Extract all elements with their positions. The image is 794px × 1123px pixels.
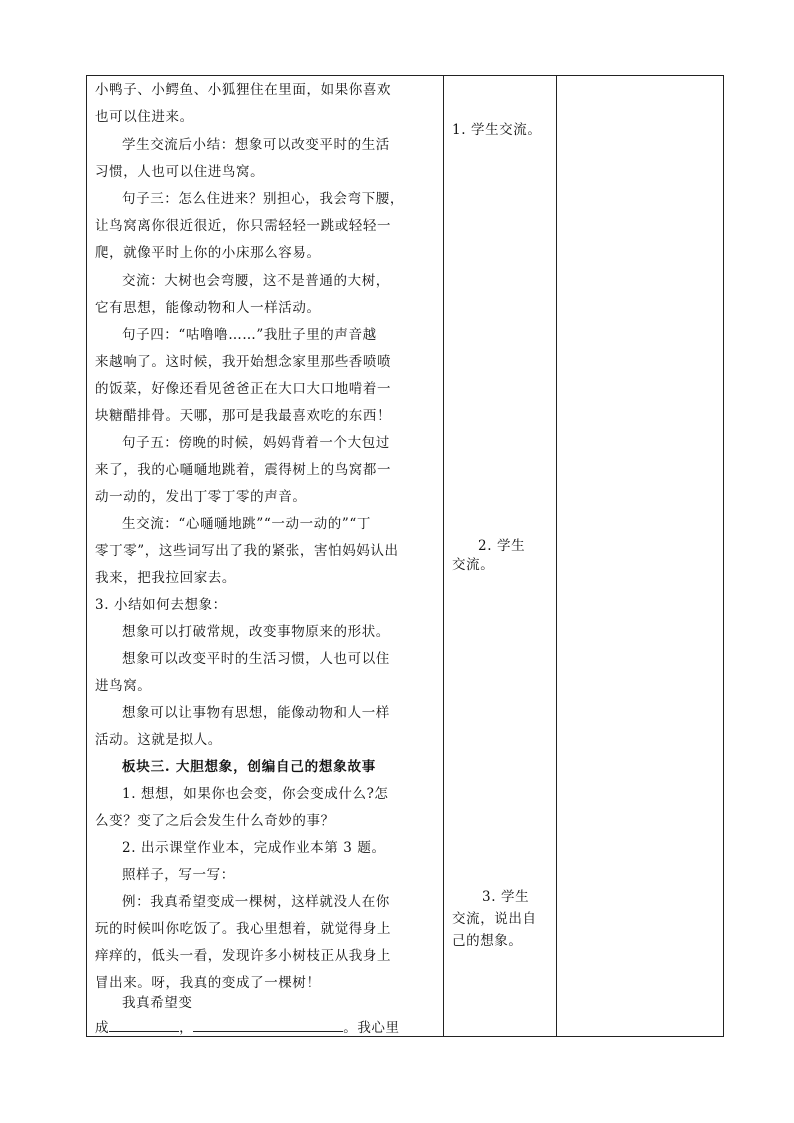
text-line: 动一动的，发出丁零丁零的声音。 [95,489,307,505]
lesson-table [86,75,724,1037]
text-line: 么变？变了之后会发生什么奇妙的事？ [95,813,335,829]
text-line: 也可以住进来。 [95,109,194,125]
text-line: 照样子，写一写： [122,867,235,883]
text-line: 想象可以改变平时的生活习惯，人也可以住 [122,651,390,667]
student-activity-column [444,76,556,1036]
section-heading: 板块三. 大胆想象，创编自己的想象故事 [122,759,377,775]
fill-prefix: 成 [95,1020,110,1036]
fill-comma: ， [179,1020,194,1036]
text-line: 1. 想想，如果你也会变，你会变成什么?怎 [122,786,389,802]
fill-in-line [95,1018,439,1036]
text-line: 我真希望变 [122,995,193,1011]
student-item-1: 1. 学生交流。 [452,122,542,138]
text-line: 冒出来。呀，我真的变成了一棵树！ [95,975,321,991]
text-line: 习惯，人也可以住进鸟窝。 [95,164,265,180]
text-line: 想象可以让事物有思想，能像动物和人一样 [122,705,390,721]
student-item-3: 3. 学生 [482,889,530,905]
text-line: 例：我真希望变成一棵树，这样就没人在你 [122,894,390,910]
text-line: 的饭菜，好像还看见爸爸正在大口大口地啃着一 [95,381,392,397]
text-line: 零丁零”，这些词写出了我的紧张，害怕妈妈认出 [95,543,399,559]
text-line: 痒痒的，低头一看，发现许多小树枝正从我身上 [95,948,392,964]
text-line: 它有思想，能像动物和人一样活动。 [95,300,321,316]
text-line: 块糖醋排骨。天哪，那可是我最喜欢吃的东西！ [95,408,392,424]
student-item-2: 2. 学生 [478,538,526,554]
text-line: 进鸟窝。 [95,678,152,694]
student-item-2-cont: 交流。 [452,557,495,573]
text-line: 生交流：“心嗵嗵地跳”“一动一动的”“丁 [122,516,372,532]
text-line: 玩的时候叫你吃饭了。我心里想着，就觉得身上 [95,921,392,937]
text-line: 句子四：“咕噜噜……”我肚子里的声音越 [122,327,377,343]
text-line: 句子三：怎么住进来？别担心，我会弯下腰， [122,191,404,207]
blank-field[interactable] [193,1018,343,1032]
text-line: 来了，我的心嗵嗵地跳着，震得树上的鸟窝都一 [95,462,392,478]
student-item-3-cont: 交流，说出自 [452,911,537,927]
text-line: 让鸟窝离你很近很近，你只需轻轻一跳或轻轻一 [95,218,392,234]
text-line: 我来，把我拉回家去。 [95,570,236,586]
text-line: 2. 出示课堂作业本，完成作业本第 3 题。 [122,840,386,856]
notes-column [557,76,723,1036]
fill-suffix: 。我心里 [343,1020,400,1036]
text-line: 3. 小结如何去想象： [95,597,227,613]
text-line: 交流：大树也会弯腰，这不是普通的大树， [122,273,390,289]
blank-field[interactable] [109,1018,179,1032]
text-line: 句子五：傍晚的时候，妈妈背着一个大包过 [122,435,390,451]
text-line: 活动。这就是拟人。 [95,732,222,748]
text-line: 来越响了。这时候，我开始想念家里那些香喷喷 [95,354,392,370]
text-line: 想象可以打破常规，改变事物原来的形状。 [122,624,390,640]
student-item-3-cont: 己的想象。 [452,933,523,949]
teaching-process-column [87,76,443,1036]
text-line: 学生交流后小结：想象可以改变平时的生活 [122,137,390,153]
text-line: 小鸭子、小鳄鱼、小狐狸住在里面，如果你喜欢 [95,82,392,98]
text-line: 爬，就像平时上你的小床那么容易。 [95,245,321,261]
